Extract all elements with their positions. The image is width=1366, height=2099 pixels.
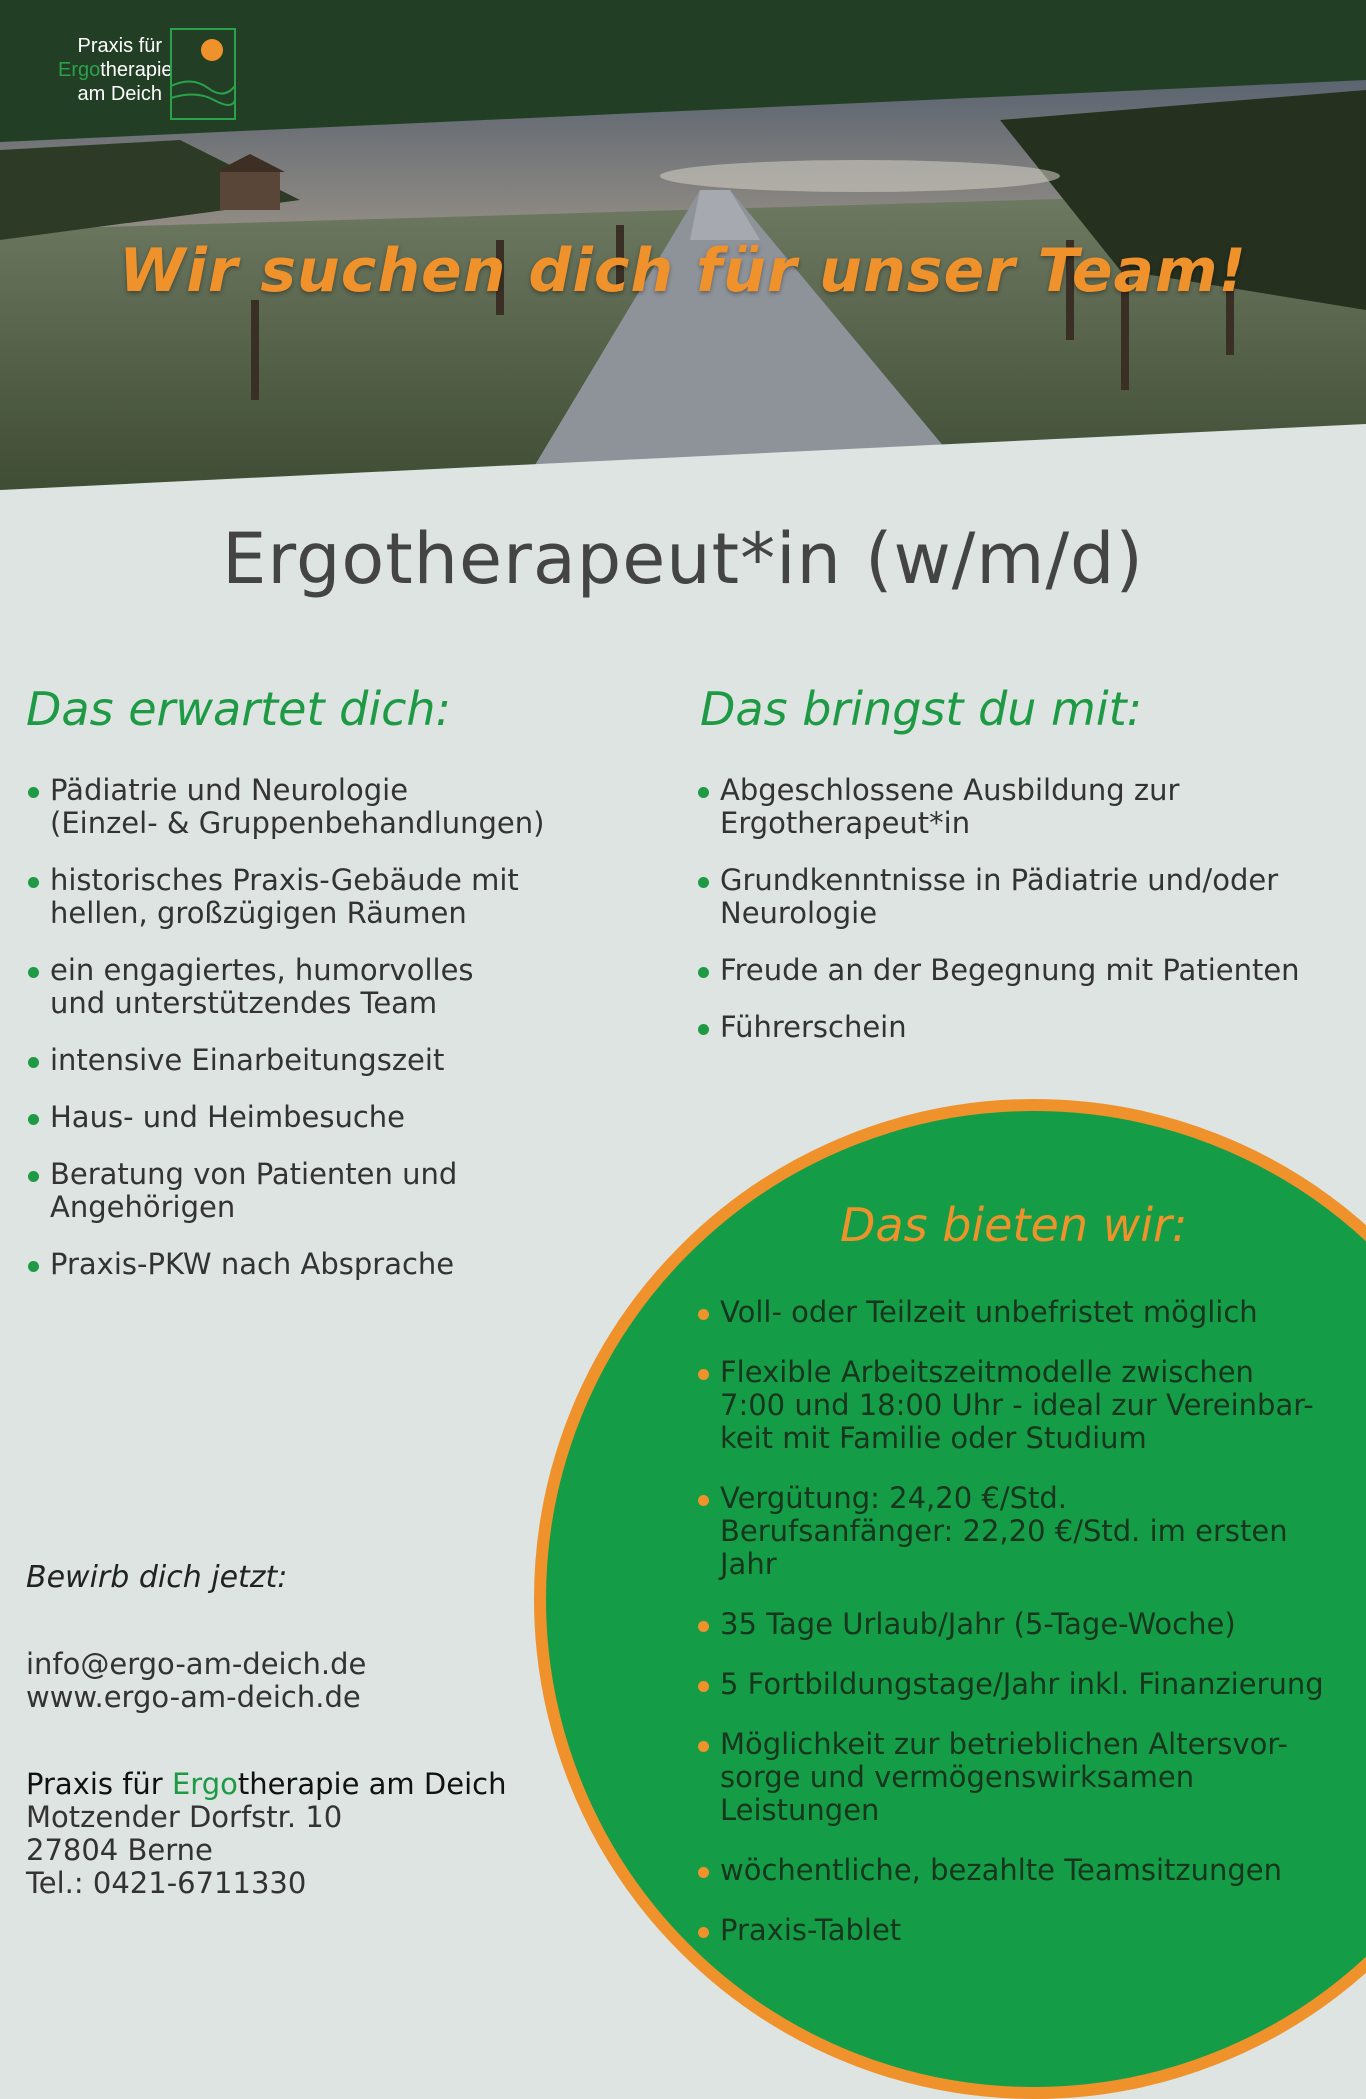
list-item: Voll- oder Teilzeit unbefristet möglich bbox=[696, 1296, 1346, 1329]
bullet-icon bbox=[698, 1741, 709, 1752]
bullet-icon bbox=[28, 967, 39, 978]
website-link[interactable]: www.ergo-am-deich.de bbox=[26, 1680, 361, 1714]
list-item: Möglichkeit zur betrieblichen Altersvor- sorge und vermögenswirksamen Leistungen bbox=[696, 1728, 1346, 1827]
list-item: Flexible Arbeitszeitmodelle zwischen 7:00 und 18:00 Uhr - ideal zur Vereinbar- keit mit Familie oder Studium bbox=[696, 1356, 1346, 1455]
email-link[interactable]: info@ergo-am-deich.de bbox=[26, 1647, 367, 1681]
list-item: 5 Fortbildungstage/Jahr inkl. Finanzierung bbox=[696, 1668, 1346, 1701]
list-item: Führerschein bbox=[696, 1011, 1356, 1044]
bullet-icon bbox=[28, 877, 39, 888]
logo-accent: Ergo bbox=[58, 59, 101, 81]
list-item: wöchentliche, bezahlte Teamsitzungen bbox=[696, 1854, 1346, 1887]
contact-block bbox=[26, 1648, 366, 1714]
bullet-icon bbox=[698, 1681, 709, 1692]
list-item: ein engagiertes, humorvolles und unterstützendes Team bbox=[26, 954, 626, 1020]
bullet-icon bbox=[698, 967, 709, 978]
city: 27804 Berne bbox=[26, 1833, 213, 1867]
job-title: Ergotherapeut*in (w/m/d) bbox=[222, 518, 1144, 600]
offer-list bbox=[696, 1296, 1346, 1974]
bullet-icon bbox=[698, 877, 709, 888]
phone: Tel.: 0421-6711330 bbox=[26, 1866, 307, 1900]
bullet-icon bbox=[698, 1369, 709, 1380]
address-block bbox=[26, 1768, 506, 1900]
bullet-icon bbox=[28, 1114, 39, 1125]
list-item: Beratung von Patienten und Angehörigen bbox=[26, 1158, 626, 1224]
list-item: Pädiatrie und Neurologie (Einzel- & Gruppenbehandlungen) bbox=[26, 774, 626, 840]
bullet-icon bbox=[698, 787, 709, 798]
list-item: 35 Tage Urlaub/Jahr (5-Tage-Woche) bbox=[696, 1608, 1346, 1641]
bullet-icon bbox=[698, 1309, 709, 1320]
bullet-icon bbox=[28, 787, 39, 798]
bullet-icon bbox=[698, 1024, 709, 1035]
bullet-icon bbox=[698, 1495, 709, 1506]
street: Motzender Dorfstr. 10 bbox=[26, 1800, 343, 1834]
bullet-icon bbox=[28, 1057, 39, 1068]
headline: Wir suchen dich für unser Team! bbox=[119, 236, 1247, 306]
logo-line-2-rest: therapie bbox=[100, 59, 173, 81]
bullet-icon bbox=[28, 1171, 39, 1182]
list-item: Abgeschlossene Ausbildung zur Ergotherapeut*in bbox=[696, 774, 1356, 840]
apply-heading: Bewirb dich jetzt: bbox=[26, 1560, 288, 1595]
bring-list bbox=[696, 774, 1356, 1068]
list-item: Praxis-Tablet bbox=[696, 1914, 1346, 1947]
list-item: Freude an der Begegnung mit Patienten bbox=[696, 954, 1356, 987]
bullet-icon bbox=[698, 1867, 709, 1878]
expect-heading: Das erwartet dich: bbox=[26, 682, 452, 736]
logo-line-2 bbox=[58, 58, 173, 82]
expect-list bbox=[26, 774, 626, 1305]
bullet-icon bbox=[698, 1927, 709, 1938]
logo-line-3: am Deich bbox=[77, 83, 162, 105]
practice-name: Praxis für Ergotherapie am Deich bbox=[26, 1767, 507, 1801]
list-item: intensive Einarbeitungszeit bbox=[26, 1044, 626, 1077]
list-item: Vergütung: 24,20 €/Std. Berufsanfänger: 22,20 €/Std. im ersten Jahr bbox=[696, 1482, 1346, 1581]
logo-line-1: Praxis für bbox=[77, 35, 162, 57]
list-item: Praxis-PKW nach Absprache bbox=[26, 1248, 626, 1281]
list-item: Grundkenntnisse in Pädiatrie und/oder Neurologie bbox=[696, 864, 1356, 930]
list-item: Haus- und Heimbesuche bbox=[26, 1101, 626, 1134]
list-item: historisches Praxis-Gebäude mit hellen, großzügigen Räumen bbox=[26, 864, 626, 930]
offer-heading: Das bieten wir: bbox=[840, 1198, 1188, 1252]
bullet-icon bbox=[28, 1261, 39, 1272]
bring-heading: Das bringst du mit: bbox=[700, 682, 1143, 736]
bullet-icon bbox=[698, 1621, 709, 1632]
